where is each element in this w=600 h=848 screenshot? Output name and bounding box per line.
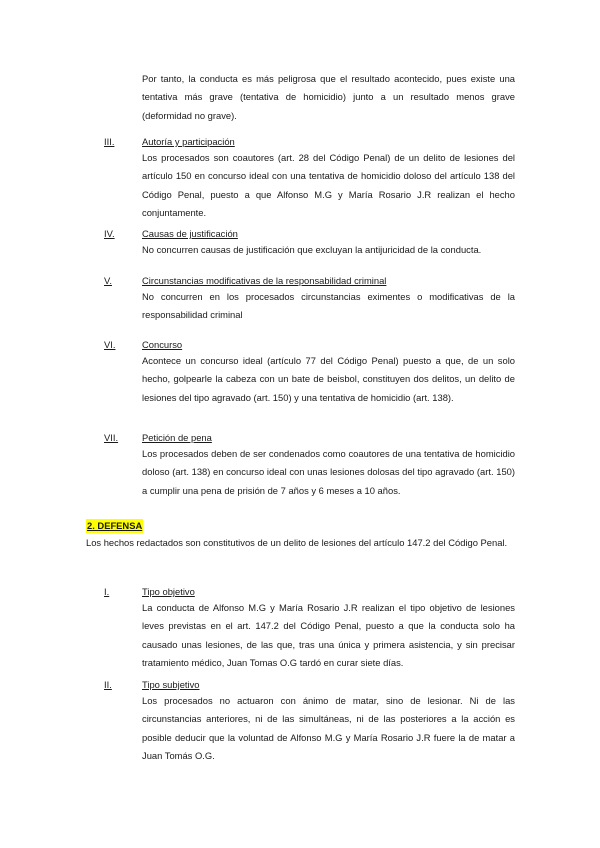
section-title: Petición de pena (142, 432, 212, 443)
section-title: Tipo objetivo (142, 586, 195, 597)
section-numeral: III. (104, 136, 115, 147)
section-numeral: VII. (104, 432, 119, 443)
section-numeral: I. (104, 586, 110, 597)
defensa-title: 2. DEFENSA (87, 520, 143, 531)
section-text-iv: No concurren causas de justificación que excluyan la antijuricidad de la conducta. (142, 244, 482, 255)
section-numeral: II. (104, 679, 112, 690)
section-title: Causas de justificación (142, 228, 238, 239)
intro-paragraph: Por tanto, la conducta es más peligrosa que el resultado acontecido, pues existe una tentativa más grave (tentativa de homicidio) junto a un resultado menos grave (deformidad no grave). (142, 73, 515, 121)
section-title: Autoría y participación (142, 136, 235, 147)
section-text-v: No concurren en los procesados circunstancias eximentes o modificativas de la responsabilidad criminal (142, 291, 515, 321)
section-text-ii: Los procesados no actuaron con ánimo de matar, sino de lesionar. Ni de las circunstancias anteriores, ni de las simultáneas, ni de las posteriores a la acción es posible deducir que la voluntad de Alfonso M.G y María Rosario J.R fuere la de matar a Juan Tomás O.G. (142, 695, 515, 761)
defensa-intro: Los hechos redactados son constitutivos de un delito de lesiones del artículo 147.2 del Código Penal. (86, 537, 508, 548)
section-text-vii: Los procesados deben de ser condenados como coautores de una tentativa de homicidio doloso (art. 138) en concurso ideal con unas lesiones dolosas del tipo agravado (art. 150) a cumplir una pena de prisión de 7 años y 6 meses a 10 años. (142, 448, 515, 496)
section-text-vi: Acontece un concurso ideal (artículo 77 del Código Penal) puesto a que, de un solo hecho, golpearle la cabeza con un bate de beisbol, constituyen dos delitos, un delito de lesiones del tipo agravado (art. 150) y una tentativa de homicidio (art. 138). (142, 355, 515, 403)
section-title: Tipo subjetivo (142, 679, 200, 690)
section-numeral: IV. (104, 228, 115, 239)
section-text-i: La conducta de Alfonso M.G y María Rosario J.R realizan el tipo objetivo de lesiones leves previstas en el art. 147.2 del Código Penal, puesto a que la conducta solo ha causado unas lesiones, de las que, tras una única y primera asistencia, y sin precisar tratamiento médico, Juan Tomas O.G tardó en curar siete días. (142, 602, 515, 668)
section-title: Concurso (142, 339, 183, 350)
section-numeral: V. (104, 275, 112, 286)
section-numeral: VI. (104, 339, 116, 350)
section-title: Circunstancias modificativas de la responsabilidad criminal (142, 275, 387, 286)
section-text-iii: Los procesados son coautores (art. 28 del Código Penal) de un delito de lesiones del artículo 150 en concurso ideal con una tentativa de homicidio doloso del artículo 138 del Código Penal, puesto a que Alfonso M.G y María Rosario J.R realizan el hecho conjuntamente. (142, 152, 515, 218)
